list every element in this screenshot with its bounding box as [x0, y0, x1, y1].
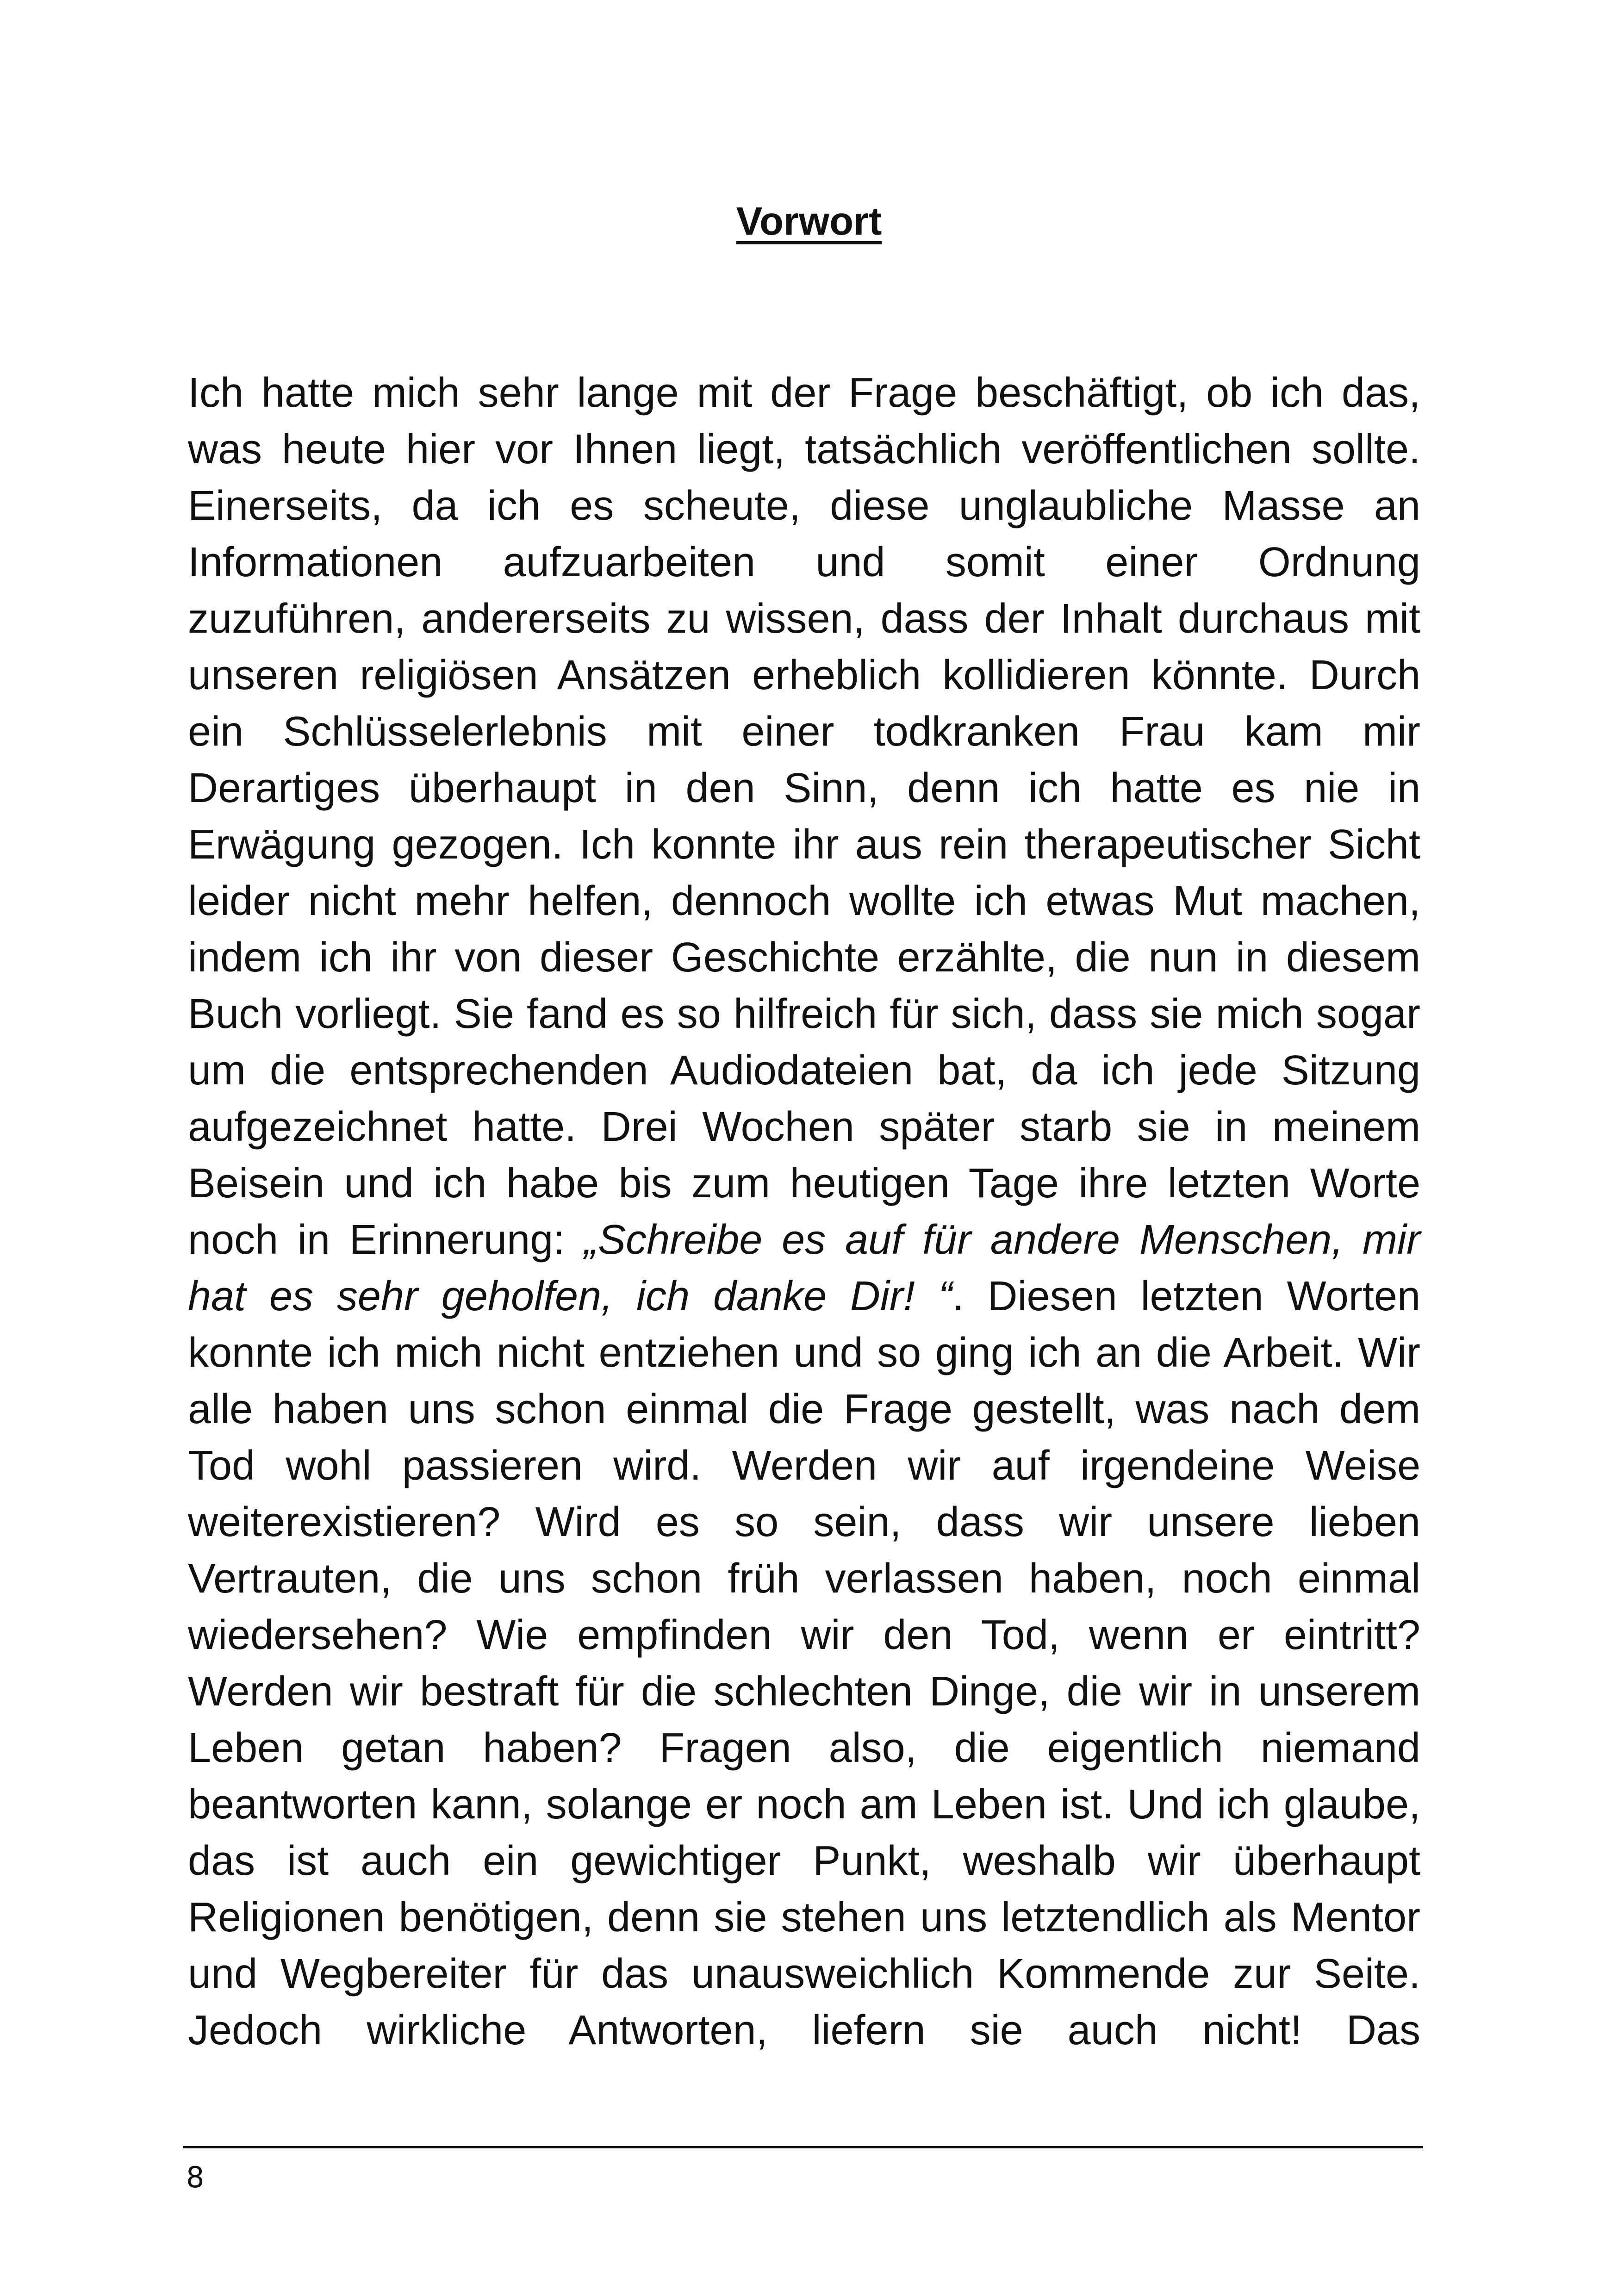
- page-number: 8: [186, 2160, 205, 2194]
- text-line-quote-start: [188, 1212, 1420, 1268]
- quote-text: „Schreibe es auf für andere Menschen, mir: [584, 1217, 1420, 1263]
- text-line: Vertrauten, die uns schon früh verlassen haben, noch einmal: [188, 1556, 1420, 1602]
- text-line: Beisein und ich habe bis zum heutigen Tage ihre letzten Worte: [188, 1160, 1420, 1207]
- text-line: Ich hatte mich sehr lange mit der Frage beschäftigt, ob ich das,: [188, 370, 1420, 416]
- text-line: Leben getan haben? Fragen also, die eigentlich niemand: [188, 1725, 1420, 1771]
- text-line: Erwägung gezogen. Ich konnte ihr aus rein therapeutischer Sicht: [188, 821, 1420, 868]
- text-line: indem ich ihr von dieser Geschichte erzählte, die nun in diesem: [188, 934, 1420, 981]
- text-line: beantworten kann, solange er noch am Leben ist. Und ich glaube,: [188, 1781, 1420, 1828]
- text-line: aufgezeichnet hatte. Drei Wochen später starb sie in meinem: [188, 1104, 1420, 1150]
- text-line: ein Schlüsselerlebnis mit einer todkranken Frau kam mir: [188, 709, 1420, 755]
- text-line: Religionen benötigen, denn sie stehen uns letztendlich als Mentor: [188, 1894, 1420, 1941]
- line-prefix: noch in Erinnerung:: [188, 1217, 585, 1263]
- footer-divider: [183, 2146, 1423, 2148]
- text-line: und Wegbereiter für das unausweichlich Kommende zur Seite.: [188, 1951, 1420, 1997]
- text-line: unseren religiösen Ansätzen erheblich kollidieren könnte. Durch: [188, 652, 1420, 698]
- line-suffix: . Diesen letzten Worten: [952, 1273, 1420, 1319]
- text-line: leider nicht mehr helfen, dennoch wollte ich etwas Mut machen,: [188, 878, 1420, 924]
- text-line: um die entsprechenden Audiodateien bat, da ich jede Sitzung: [188, 1047, 1420, 1094]
- text-line: alle haben uns schon einmal die Frage gestellt, was nach dem: [188, 1386, 1420, 1432]
- text-line-quote-end: [188, 1268, 1420, 1325]
- text-line: wiedersehen? Wie empfinden wir den Tod, wenn er eintritt?: [188, 1612, 1420, 1658]
- text-line: konnte ich mich nicht entziehen und so ging ich an die Arbeit. Wir: [188, 1330, 1420, 1376]
- text-line: Werden wir bestraft für die schlechten Dinge, die wir in unserem: [188, 1668, 1420, 1715]
- text-line: Buch vorliegt. Sie fand es so hilfreich für sich, dass sie mich sogar: [188, 991, 1420, 1037]
- page-title: Vorwort: [736, 199, 882, 243]
- body-text: [188, 365, 1420, 2059]
- text-line: Jedoch wirkliche Antworten, liefern sie auch nicht! Das: [188, 2007, 1420, 2053]
- text-line: was heute hier vor Ihnen liegt, tatsächlich veröffentlichen sollte.: [188, 426, 1420, 473]
- text-line: weiterexistieren? Wird es so sein, dass wir unsere lieben: [188, 1499, 1420, 1545]
- text-line: zuzuführen, andererseits zu wissen, dass der Inhalt durchaus mit: [188, 596, 1420, 642]
- text-line: Tod wohl passieren wird. Werden wir auf irgendeine Weise: [188, 1443, 1420, 1489]
- quote-text: hat es sehr geholfen, ich danke Dir! “: [188, 1273, 952, 1319]
- text-line: das ist auch ein gewichtiger Punkt, weshalb wir überhaupt: [188, 1838, 1420, 1884]
- text-line: Derartiges überhaupt in den Sinn, denn ich hatte es nie in: [188, 765, 1420, 811]
- text-line: Einerseits, da ich es scheute, diese unglaubliche Masse an: [188, 483, 1420, 529]
- text-line: Informationen aufzuarbeiten und somit einer Ordnung: [188, 539, 1420, 585]
